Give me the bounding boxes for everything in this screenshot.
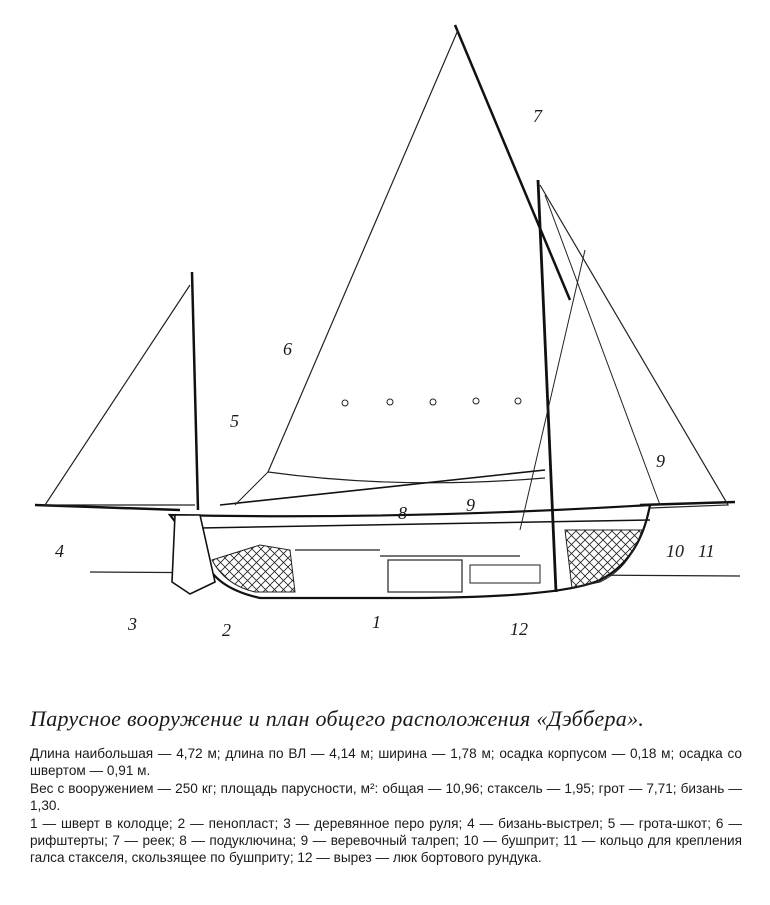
label-4: 4 [55,541,64,561]
caption-weights: Вес с вооружением — 250 кг; площадь парусности, м²: общая — 10,96; стаксель — 1,95; грот — 7,71; бизань — 1,30. [30,780,742,814]
staysail [540,185,728,508]
label-8: 8 [398,503,407,523]
bowsprit [640,502,735,505]
label-6: 6 [283,339,292,359]
figure-title: Парусное вооружение и план общего расположения «Дэббера». [30,706,645,731]
reef-points [342,398,521,406]
mizzen-boomkin [35,505,180,510]
main-sail [268,30,545,483]
label-7: 7 [533,106,542,126]
caption-legend: 1 — шверт в колодце; 2 — пенопласт; 3 — деревянное перо руля; 4 — бизань-выстрел; 5 — грота-шкот; 6 — рифштерты; 7 — реек; 8 — подуключина; 9 — веревочный талреп; 10 — бушприт; 11 — кольцо для крепления галса стакселя, скользящее по бушприту; 12 — вырез — люк бортового рундука. [30,815,742,866]
label-2: 2 [222,620,231,640]
label-5: 5 [230,411,239,431]
label-9a: 9 [466,495,475,515]
label-11: 11 [698,541,715,561]
mizzen-mast [192,272,198,510]
main-boom [220,470,545,505]
caption-dimensions: Длина наибольшая — 4,72 м; длина по ВЛ — 4,14 м; ширина — 1,78 м; осадка корпусом — 0,18 м; осадка со швертом — 0,91 м. [30,746,742,779]
label-3: 3 [128,614,137,634]
yard [455,25,570,300]
figure-caption [30,745,742,867]
label-9b: 9 [656,451,665,471]
mizzen-sail [45,285,195,505]
foam-forward [565,530,642,588]
label-1: 1 [372,612,381,632]
label-10: 10 [666,541,684,561]
label-12: 12 [510,619,528,639]
